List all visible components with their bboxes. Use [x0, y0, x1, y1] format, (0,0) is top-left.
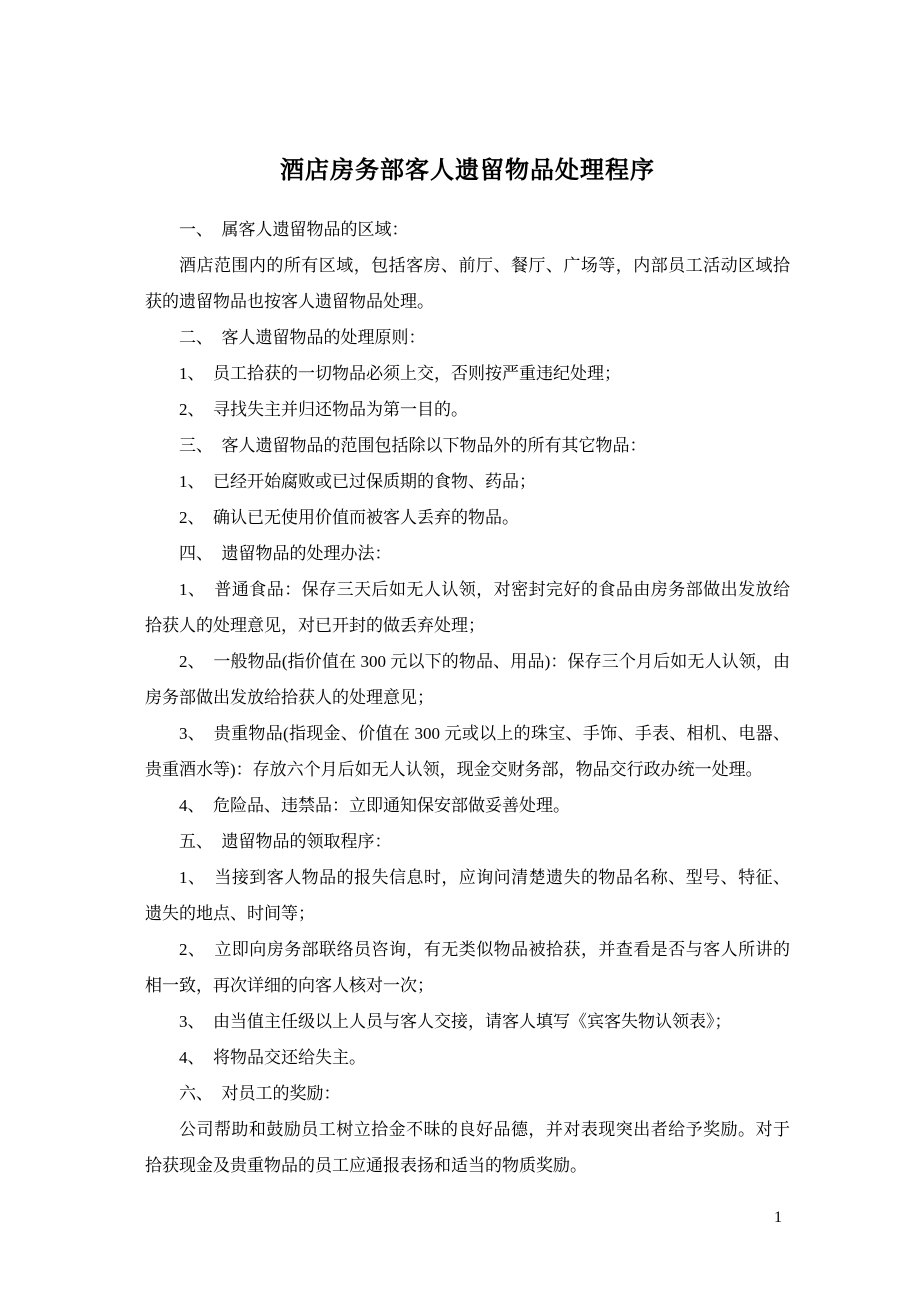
document-title: 酒店房务部客人遗留物品处理程序	[280, 158, 655, 184]
section-5-heading: 五、 遗留物品的领取程序：	[179, 832, 392, 851]
page-number: 1	[774, 1209, 782, 1226]
section-4-item-1: 1、 普通食品：保存三天后如无人认领，对密封完好的食品由房务部做出发放给拾获人的处理意见，对已开封的做丢弃处理；	[145, 580, 790, 635]
section-3-item-2: 2、 确认已无使用价值而被客人丢弃的物品。	[179, 508, 519, 527]
section-4-item-3: 3、 贵重物品(指现金、价值在 300 元或以上的珠宝、手饰、手表、相机、电器、贵重酒水等)：存放六个月后如无人认领，现金交财务部，物品交行政办统一处理。	[145, 724, 790, 779]
section-2-heading: 二、 客人遗留物品的处理原则：	[179, 328, 426, 347]
section-1-body: 酒店范围内的所有区域，包括客房、前厅、餐厅、广场等，内部员工活动区域拾获的遗留物品也按客人遗留物品处理。	[145, 256, 790, 311]
section-4-item-2: 2、 一般物品(指价值在 300 元以下的物品、用品)：保存三个月后如无人认领，由房务部做出发放给拾获人的处理意见；	[145, 652, 790, 707]
section-2-item-2: 2、 寻找失主并归还物品为第一目的。	[179, 400, 468, 419]
section-4-item-4: 4、 危险品、违禁品：立即通知保安部做妥善处理。	[179, 796, 570, 815]
section-3-heading: 三、 客人遗留物品的范围包括除以下物品外的所有其它物品：	[179, 436, 647, 455]
section-5-item-4: 4、 将物品交还给失主。	[179, 1048, 366, 1067]
section-3-item-1: 1、 已经开始腐败或已过保质期的食物、药品；	[179, 472, 536, 491]
section-5-item-1: 1、 当接到客人物品的报失信息时，应询问清楚遗失的物品名称、型号、特征、遗失的地点、时间等；	[145, 868, 790, 923]
section-6-body: 公司帮助和鼓励员工树立拾金不昧的良好品德，并对表现突出者给予奖励。对于拾获现金及贵重物品的员工应通报表扬和适当的物质奖励。	[145, 1120, 790, 1175]
section-2-item-1: 1、 员工拾获的一切物品必须上交，否则按严重违纪处理；	[179, 364, 621, 383]
section-1-heading: 一、 属客人遗留物品的区域：	[179, 220, 409, 239]
section-5-item-2: 2、 立即向房务部联络员咨询，有无类似物品被拾获，并查看是否与客人所讲的相一致，再次详细的向客人核对一次；	[145, 940, 790, 995]
section-5-item-3: 3、 由当值主任级以上人员与客人交接，请客人填写《宾客失物认领表》；	[179, 1012, 732, 1031]
section-6-heading: 六、 对员工的奖励：	[179, 1084, 341, 1103]
section-4-heading: 四、 遗留物品的处理办法：	[179, 544, 392, 563]
